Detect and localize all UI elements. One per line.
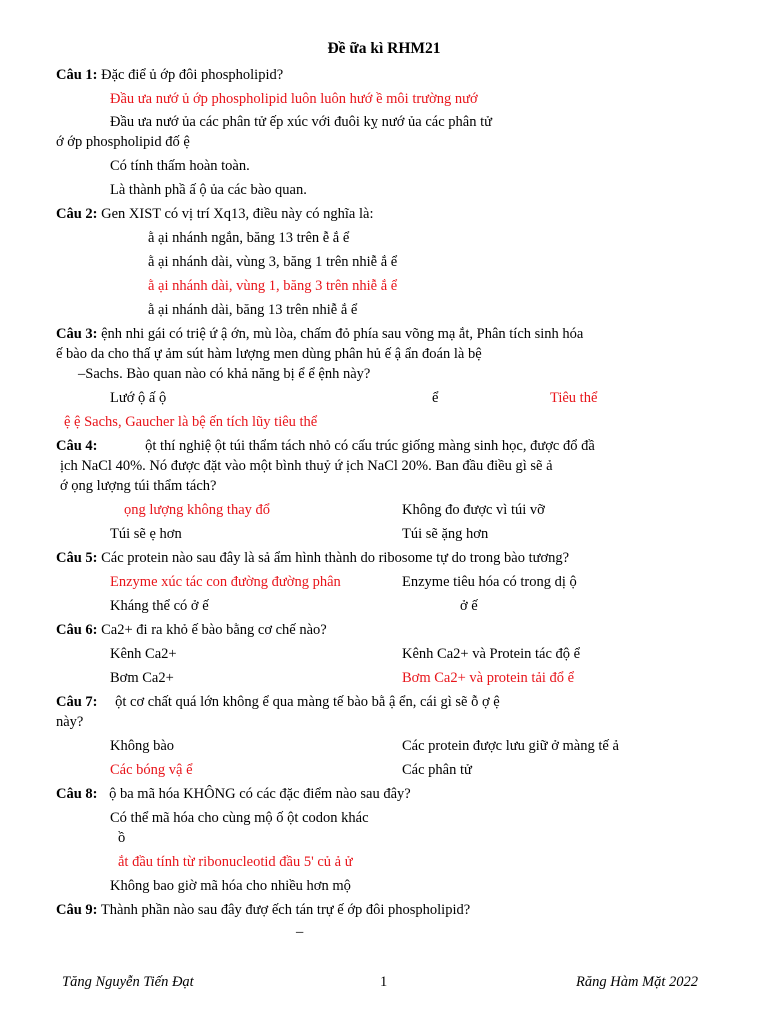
question-3-option-c-correct: Tiêu thể <box>550 390 598 406</box>
question-1-option-d: Là thành phầ ấ ộ ủa các bào quan. <box>110 182 307 198</box>
question-7-option-d: Các phân tử <box>402 762 472 778</box>
question-label: Câu 3: <box>56 326 98 342</box>
question-5-option-b: Enzyme tiêu hóa có trong dị ộ <box>402 574 577 590</box>
footer-author: Tăng Nguyễn Tiến Đạt <box>62 974 194 990</box>
question-text: Đặc điể ủ ớp đôi phospholipid? <box>101 67 284 83</box>
question-2 <box>56 205 373 223</box>
footer-course: Răng Hàm Mặt 2022 <box>576 974 699 990</box>
question-9-option-a: – <box>296 924 304 940</box>
question-8 <box>56 785 411 803</box>
question-6-option-a: Kênh Ca2+ <box>110 646 177 662</box>
question-8-option-c: Không bao giờ mã hóa cho nhiều hơn mộ <box>110 878 351 894</box>
question-3-option-a: Lướ ộ ấ ộ <box>110 390 167 406</box>
question-5-option-a-correct: Enzyme xúc tác con đường đường phân <box>110 574 341 590</box>
question-1 <box>56 66 283 84</box>
question-4 <box>56 437 595 455</box>
question-8-option-a-cont: ồ <box>118 830 126 846</box>
question-text: Ca2+ đi ra khỏ ế bào bằng cơ chế nào? <box>101 622 327 638</box>
document-title: Đề ữa kì RHM21 <box>327 40 441 57</box>
question-6-option-d-correct: Bơm Ca2+ và protein tải đổ ể <box>402 670 575 686</box>
question-1-option-a-correct: Đầu ưa nướ ủ ớp phospholipid luôn luôn hướ ề môi trường nướ <box>110 91 478 107</box>
question-text: ộ ba mã hóa KHÔNG có các đặc điểm nào sau đây? <box>109 786 411 802</box>
question-2-option-c-correct: ằ ại nhánh dài, vùng 1, băng 3 trên nhiễ ắ ể <box>148 278 398 294</box>
question-4-text-line-2: ịch NaCl 40%. Nó được đặt vào một bình thuỷ ứ ịch NaCl 20%. Ban đầu điều gì sẽ ả <box>60 458 553 474</box>
question-label: Câu 7: <box>56 694 98 710</box>
question-label: Câu 8: <box>56 786 98 802</box>
question-4-option-d: Túi sẽ ặng hơn <box>402 526 489 542</box>
question-8-option-b-correct: ắt đầu tính từ ribonucleotid đầu 5' củ ả ử <box>118 854 353 870</box>
question-text: ột cơ chất quá lớn không ể qua màng tế bào bằ ậ ển, cái gì sẽ ỗ ợ ệ <box>115 694 500 710</box>
question-3-option-b: ể <box>432 390 439 406</box>
question-6-option-c: Bơm Ca2+ <box>110 670 174 686</box>
question-5-option-d: ở ế <box>460 598 478 614</box>
question-text: Thành phần nào sau đây đượ ếch tán trự ế ớp đôi phospholipid? <box>100 902 471 918</box>
question-7-option-c-correct: Các bóng vậ ể <box>110 762 193 778</box>
question-2-option-d: ằ ại nhánh dài, băng 13 trên nhiễ ắ ể <box>148 302 358 318</box>
question-1-option-b-cont: ớ ớp phospholipid đố ệ <box>56 134 190 150</box>
question-6 <box>56 621 327 639</box>
question-4-option-a-correct: ọng lượng không thay đổ <box>124 502 271 518</box>
question-3 <box>56 325 583 343</box>
question-label: Câu 6: <box>56 622 98 638</box>
question-5-option-c: Kháng thể có ở ế <box>110 598 209 614</box>
question-7-option-a: Không bào <box>110 738 175 754</box>
footer-page-number: 1 <box>380 974 388 990</box>
question-4-text-line-3: ớ ọng lượng túi thẩm tách? <box>60 478 217 494</box>
question-9 <box>56 901 470 919</box>
question-3-text-line-3: –Sachs. Bào quan nào có khả năng bị ể ể ệnh này? <box>78 366 371 382</box>
question-3-text-line-2: ế bào da cho thấ ự ảm sút hàm lượng men dùng phân hủ ế ậ ẩn đoán là bệ <box>56 346 482 362</box>
question-label: Câu 1: <box>56 67 98 83</box>
question-1-option-b: Đầu ưa nướ ủa các phân tử ếp xúc với đuôi kỵ nướ ủa các phân tử <box>110 114 492 130</box>
question-4-option-b: Không đo được vì túi vỡ <box>402 502 545 518</box>
question-7-option-b: Các protein được lưu giữ ở màng tế ả <box>402 738 619 754</box>
question-2-option-b: ằ ại nhánh dài, vùng 3, băng 1 trên nhiễ ắ ể <box>148 254 398 270</box>
question-text: Gen XIST có vị trí Xq13, điều này có nghĩa là: <box>101 206 374 222</box>
question-5 <box>56 549 569 567</box>
question-1-option-c: Có tính thấm hoàn toàn. <box>110 158 250 174</box>
question-7-text-line-2: này? <box>56 714 84 730</box>
question-7 <box>56 693 500 711</box>
question-label: Câu 5: <box>56 550 98 566</box>
question-label: Câu 2: <box>56 206 98 222</box>
question-2-option-a: ằ ại nhánh ngắn, băng 13 trên ễ ắ ể <box>148 230 350 246</box>
question-text: Các protein nào sau đây là sả ẩm hình thành do ribosome tự do trong bào tương? <box>101 550 570 566</box>
question-text: ệnh nhi gái có triệ ứ ậ ớn, mù lòa, chấm đỏ phía sau võng mạ ắt, Phân tích sinh hóa <box>101 326 584 342</box>
question-8-option-a: Có thể mã hóa cho cùng mộ ố ột codon khác <box>110 810 369 826</box>
question-6-option-b: Kênh Ca2+ và Protein tác độ ể <box>402 646 581 662</box>
question-label: Câu 4: <box>56 438 98 454</box>
question-4-option-c: Túi sẽ ẹ hơn <box>110 526 182 542</box>
question-label: Câu 9: <box>56 902 98 918</box>
question-text: ột thí nghiệ ột túi thẩm tách nhỏ có cấu trúc giống màng sinh học, được đổ đầ <box>145 438 595 454</box>
question-3-option-d: ệ ệ Sachs, Gaucher là bệ ến tích lũy tiêu thể <box>64 414 318 430</box>
